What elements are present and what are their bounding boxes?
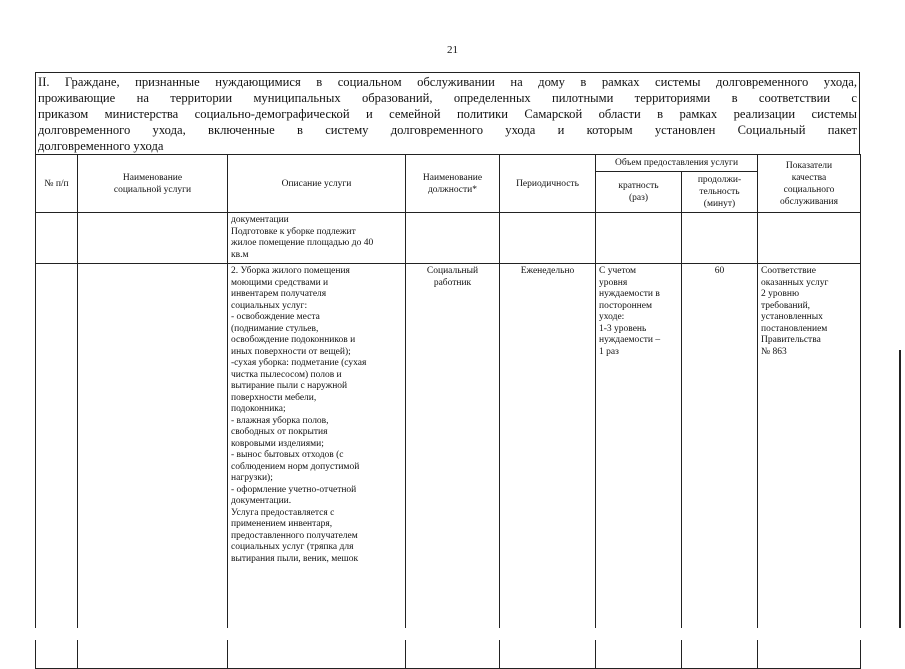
cell-position: Социальный работник	[406, 264, 500, 669]
cell-service-name	[78, 213, 228, 264]
cell-periodicity: Еженедельно	[500, 264, 596, 669]
header-num: № п/п	[36, 155, 78, 213]
heading-line: долговременного ухода, включенные в систему долговременного ухода и которым установлен Социальный пакет	[38, 123, 857, 137]
cell-service-name	[78, 264, 228, 669]
margin-mark	[899, 350, 901, 630]
cell-num	[36, 213, 78, 264]
header-duration: продолжи- тельность (минут)	[682, 172, 758, 213]
header-frequency: кратность (раз)	[596, 172, 682, 213]
cell-periodicity	[500, 213, 596, 264]
header-quality: Показатели качества социального обслуживания	[758, 155, 861, 213]
cell-description: 2. Уборка жилого помещения моющими средствами и инвентарем получателя социальных услуг: - освобождение места (поднимание стульев, освобождение подоконников и иных поверхности от вещей); -сухая уборка: подметание (сухая чистка пылесосом) полов и вытирание пыли с наружной поверхности мебели, подоконника; - влажная уборка полов, свободных от покрытия ковровыми изделиями; - вынос бытовых отходов (с соблюдением норм допустимой нагрузки); - оформление учетно-отчетной документации. Услуга предоставляется с применением инвентаря, предоставленного получателем социальных услуг (тряпка для вытирания пыли, веник, мешок	[228, 264, 406, 669]
page-bottom-edge	[0, 628, 905, 640]
heading-line: II. Граждане, признанные нуждающимися в социальном обслуживании на дому в рамках системы долговременного ухода,	[38, 75, 857, 89]
section-heading	[35, 72, 860, 154]
cell-frequency: С учетом уровня нуждаемости в постороннем уходе: 1-3 уровень нуждаемости – 1 раз	[596, 264, 682, 669]
services-table	[35, 154, 861, 669]
heading-line: долговременного ухода	[38, 139, 164, 153]
table-row	[36, 213, 861, 264]
header-periodicity: Периодичность	[500, 155, 596, 213]
header-service-name: Наименование социальной услуги	[78, 155, 228, 213]
cell-description: документации Подготовке к уборке подлежит жилое помещение площадью до 40 кв.м	[228, 213, 406, 264]
header-position: Наименование должности*	[406, 155, 500, 213]
cell-num	[36, 264, 78, 669]
cell-quality: Соответствие оказанных услуг 2 уровню требований, установленных постановлением Правительства № 863	[758, 264, 861, 669]
header-volume-group: Объем предоставления услуги	[596, 155, 758, 172]
heading-line: проживающие на территории муниципальных образований, определенных пилотными территориями в соответствии с	[38, 91, 857, 105]
heading-line: приказом министерства социально-демографической и семейной политики Самарской области в рамках реализации системы	[38, 107, 857, 121]
cell-duration	[682, 213, 758, 264]
cell-frequency	[596, 213, 682, 264]
cell-duration: 60	[682, 264, 758, 669]
page-number: 21	[447, 44, 458, 56]
cell-quality	[758, 213, 861, 264]
table-row	[36, 264, 861, 669]
header-description: Описание услуги	[228, 155, 406, 213]
document-body	[35, 72, 860, 669]
cell-position	[406, 213, 500, 264]
